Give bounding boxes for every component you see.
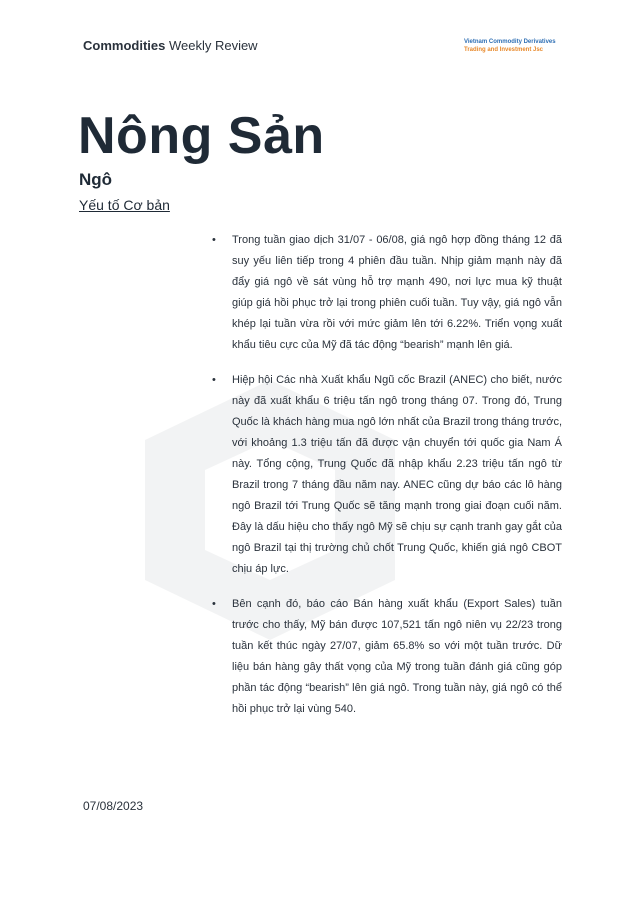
list-item — [212, 370, 562, 580]
bullet-icon: • — [212, 234, 216, 246]
report-date: 07/08/2023 — [83, 799, 144, 813]
section-heading: Yếu tố Cơ bản — [79, 197, 170, 213]
bullet-text: Trong tuần giao dịch 31/07 - 06/08, giá ngô hợp đồng tháng 12 đã suy yếu liên tiếp trong 4 phiên đầu tuần. Nhịp giảm mạnh này đã đẩy giá ngô về sát vùng hỗ trợ mạnh 490, nơi lực mua kỹ thuật giúp giá hồi phục trở lại trong phiên cuối tuần. Tuy vậy, giá ngô vẫn khép lại tuần vừa rồi với mức giảm lên tới 6.22%. Triển vọng xuất khẩu tiêu cực của Mỹ đã tác động “bearish” mạnh lên giá. — [232, 234, 562, 351]
page-title: Nông Sản — [78, 107, 325, 165]
header-bold-text: Commodities — [83, 38, 166, 53]
bullet-text: Hiệp hội Các nhà Xuất khẩu Ngũ cốc Brazil (ANEC) cho biết, nước này đã xuất khẩu 6 triệu tấn ngô trong tháng 07. Trong đó, Trung Quốc là khách hàng mua ngô lớn nhất của Brazil trong tháng trước, với khoảng 1.3 triệu tấn đã được vận chuyển tới quốc gia Nam Á này. Tổng cộng, Trung Quốc đã nhập khẩu 2.23 triệu tấn ngô từ Brazil trong 7 tháng đầu năm nay. ANEC cũng dự báo các lô hàng ngô Brazil tới Trung Quốc sẽ tăng mạnh trong giai đoạn cuối năm. Đây là dấu hiệu cho thấy ngô Mỹ sẽ chịu sự cạnh tranh gay gắt của ngô Brazil tại thị trường chủ chốt Trung Quốc, khiến giá ngô CBOT chịu áp lực. — [232, 374, 562, 575]
page-subtitle: Ngô — [79, 170, 113, 189]
company-logo — [464, 38, 556, 54]
list-item — [212, 230, 562, 356]
report-header — [83, 38, 258, 53]
bullet-icon: • — [212, 374, 216, 386]
bullet-text: Bên cạnh đó, báo cáo Bán hàng xuất khẩu (Export Sales) tuần trước cho thấy, Mỹ bán được 107,521 tấn ngô niên vụ 22/23 trong tuần kết thúc ngày 27/07, giảm 65.8% so với một tuần trước. Dữ liệu bán hàng gây thất vọng của Mỹ trong tuần đánh giá cũng góp phần tác động “bearish” lên giá ngô. Trong tuần này, giá ngô có thể hồi phục trở lại vùng 540. — [232, 598, 562, 715]
list-item — [212, 594, 562, 720]
bullet-list — [212, 230, 562, 734]
header-rest-text: Weekly Review — [165, 38, 258, 53]
logo-line-2: Trading and Investment Jsc — [464, 47, 544, 53]
bullet-icon: • — [212, 598, 216, 610]
logo-line-1: Vietnam Commodity Derivatives — [464, 39, 556, 45]
